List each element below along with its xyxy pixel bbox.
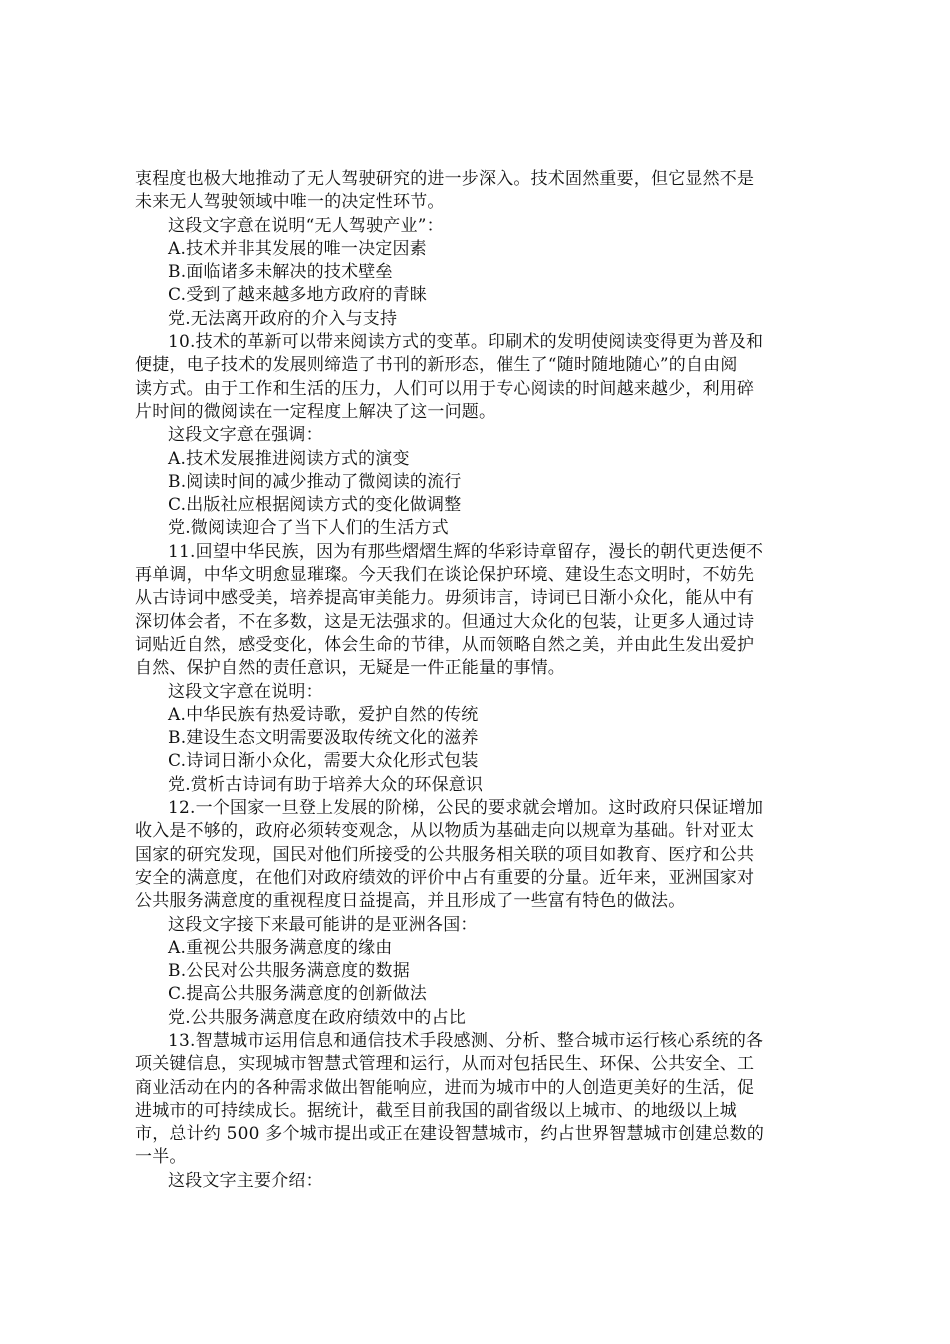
text-line: 国家的研究发现，国民对他们所接受的公共服务相关联的项目如教育、医疗和公共	[135, 844, 755, 865]
text-line: B.阅读时间的减少推动了微阅读的流行	[168, 471, 462, 492]
text-line: 10.技术的革新可以带来阅读方式的变革。印刷术的发明使阅读变得更为普及和	[168, 332, 764, 353]
text-line: 商业活动在内的各种需求做出智能响应，进而为城市中的人创造更美好的生活，促	[135, 1077, 755, 1098]
text-line: B.面临诸多未解决的技术壁垒	[168, 262, 393, 283]
text-line: 收入是不够的，政府必须转变观念，从以物质为基础走向以规章为基础。针对亚太	[135, 821, 755, 842]
text-line: A.中华民族有热爱诗歌，爱护自然的传统	[168, 704, 479, 725]
text-line: 词贴近自然，感受变化，体会生命的节律，从而领略自然之美，并由此生发出爱护	[135, 634, 755, 655]
text-line: 安全的满意度，在他们对政府绩效的评价中占有重要的分量。近年来，亚洲国家对	[135, 867, 755, 888]
text-line: 便捷，电子技术的发展则缔造了书刊的新形态，催生了“随时随地随心”的自由阅	[135, 355, 738, 376]
text-line: 这段文字意在说明：	[168, 681, 323, 702]
text-line: 13.智慧城市运用信息和通信技术手段感测、分析、整合城市运行核心系统的各	[168, 1030, 764, 1051]
text-line: 这段文字意在强调：	[168, 425, 323, 446]
text-line: 这段文字意在说明“无人驾驶产业”：	[168, 215, 444, 236]
text-line: 一半。	[135, 1147, 187, 1168]
text-line: 这段文字主要介绍：	[168, 1170, 323, 1191]
text-line: 12.一个国家一旦登上发展的阶梯，公民的要求就会增加。这时政府只保证增加	[168, 798, 764, 819]
text-line: C.受到了越来越多地方政府的青睐	[168, 285, 428, 306]
text-line: 从古诗词中感受美，培养提高审美能力。毋须讳言，诗词已日渐小众化，能从中有	[135, 588, 755, 609]
text-line: 项关键信息，实现城市智慧式管理和运行，从而对包括民生、环保、公共安全、工	[135, 1054, 755, 1075]
text-line: 党.微阅读迎合了当下人们的生活方式	[168, 518, 449, 539]
text-line: 读方式。由于工作和生活的压力，人们可以用于专心阅读的时间越来越少，利用碎	[135, 378, 755, 399]
text-line: 党.公共服务满意度在政府绩效中的占比	[168, 1007, 467, 1028]
text-line: A.技术并非其发展的唯一决定因素	[168, 238, 427, 259]
text-line: 党.无法离开政府的介入与支持	[168, 308, 398, 329]
text-line: 市，总计约 500 多个城市提出或正在建设智慧城市，约占世界智慧城市创建总数的	[135, 1124, 765, 1145]
text-line: 进城市的可持续成长。据统计，截至目前我国的副省级以上城市、的地级以上城	[135, 1100, 737, 1121]
text-line: B.公民对公共服务满意度的数据	[168, 961, 410, 982]
text-line: C.提高公共服务满意度的创新做法	[168, 984, 428, 1005]
text-line: 片时间的微阅读在一定程度上解决了这一问题。	[135, 401, 497, 422]
text-line: A.重视公共服务满意度的缘由	[168, 937, 393, 958]
document-page	[135, 168, 835, 1193]
text-line: 衷程度也极大地推动了无人驾驶研究的进一步深入。技术固然重要，但它显然不是	[135, 169, 755, 189]
text-line: 公共服务满意度的重视程度日益提高，并且形成了一些富有特色的做法。	[135, 891, 686, 912]
text-line: 11.回望中华民族，因为有那些熠熠生辉的华彩诗章留存，漫长的朝代更迭便不	[168, 541, 764, 562]
text-line: 未来无人驾驶领域中唯一的决定性环节。	[135, 192, 445, 213]
text-line: 深切体会者，不在多数，这是无法强求的。但通过大众化的包装，让更多人通过诗	[135, 611, 755, 632]
text-line: 再单调，中华文明愈显璀璨。今天我们在谈论保护环境、建设生态文明时，不妨先	[135, 565, 755, 586]
text-line: 这段文字接下来最可能讲的是亚洲各国：	[168, 914, 478, 935]
text-line: 党.赏析古诗词有助于培养大众的环保意识	[168, 774, 484, 795]
text-line: A.技术发展推进阅读方式的演变	[168, 448, 410, 469]
text-line: 自然、保护自然的责任意识，无疑是一件正能量的事情。	[135, 658, 565, 679]
text-line: C.诗词日渐小众化，需要大众化形式包装	[168, 751, 479, 772]
text-line: C.出版社应根据阅读方式的变化做调整	[168, 495, 462, 516]
text-line: B.建设生态文明需要汲取传统文化的滋养	[168, 728, 479, 749]
